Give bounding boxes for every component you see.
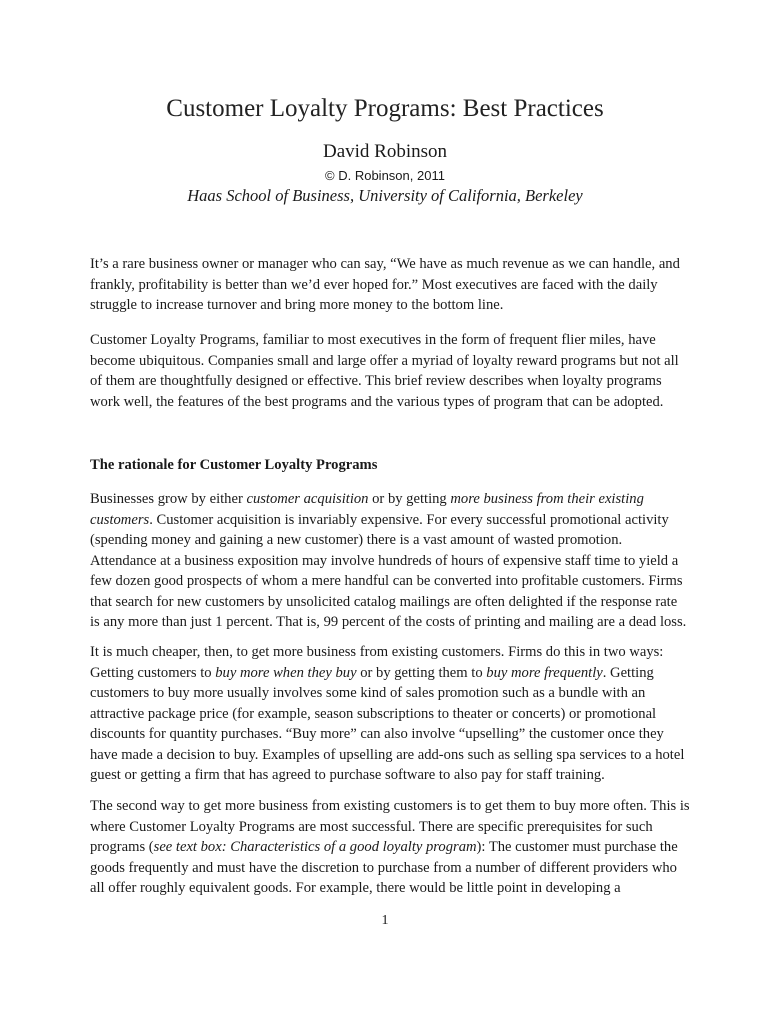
text-run: The second way to get more business from existing customers is to get them to buy more often. This is where Customer Loyalty Programs are most successful. There are specific prerequisites for such programs ( bbox=[90, 798, 690, 855]
text-run: ): The customer must purchase the goods frequently and must have the discretion to purchase from a number of different providers who all offer roughly equivalent goods. For example, there would be little point in developing a bbox=[90, 839, 678, 896]
text-run: or by getting bbox=[368, 491, 451, 507]
emphasis-text-box-reference: see text box: Characteristics of a good loyalty program bbox=[153, 839, 477, 855]
emphasis-buy-more-when-they-buy: buy more when they buy bbox=[215, 664, 357, 681]
section-heading: The rationale for Customer Loyalty Programs bbox=[90, 457, 378, 473]
text-run: . Customer acquisition is invariably expensive. For every successful promotional activity (spending money and gaining a new customer) there is a vast amount of wasted promotion. Attendance at a business exposition may involve hundreds of hours of expensive staff time to yield a few dozen good prospects of whom a mere handful can be converted into profitable customers. Firms that search for new customers by unsolicited catalog mailings are often delighted if the response rate is any more than just 1 percent. That is, 99 percent of the costs of printing and mailing are a dead loss. bbox=[90, 511, 687, 630]
text-run: . Getting customers to buy more usually involves some kind of sales promotion such as a bundle with an attractive package price (for example, season subscriptions to theater or concerts) or promotional discounts for quantity purchases. “Buy more” can also involve “upselling” the customer once they have made a decision to buy. Examples of upselling are add-ons such as selling spa services to a hotel guest or getting a firm that has agreed to purchase software to also pay for staff training. bbox=[90, 664, 685, 783]
copyright-line: © D. Robinson, 2011 bbox=[325, 168, 445, 183]
emphasis-more-business: more business from their existing customers bbox=[90, 491, 644, 528]
emphasis-buy-more-frequently: buy more frequently bbox=[486, 664, 603, 681]
section-paragraph-2 bbox=[90, 642, 690, 786]
text-run: Businesses grow by either bbox=[90, 491, 247, 507]
intro-paragraph-1: It’s a rare business owner or manager who can say, “We have as much revenue as we can handle, and frankly, profitability is better than we’d ever hoped for.” Most executives are faced with the daily struggle to increase turnover and bring more money to the bottom line. bbox=[90, 256, 680, 313]
section-paragraph-3 bbox=[90, 796, 690, 899]
document-title: Customer Loyalty Programs: Best Practices bbox=[166, 95, 604, 122]
author-affiliation: Haas School of Business, University of California, Berkeley bbox=[187, 186, 583, 205]
text-run: or by getting them to bbox=[356, 664, 487, 681]
text-run: It is much cheaper, then, to get more business from existing customers. Firms do this in two ways: Getting customers to bbox=[90, 644, 664, 681]
author-name: David Robinson bbox=[322, 141, 448, 162]
page-number: 1 bbox=[381, 913, 389, 928]
intro-paragraph-2: Customer Loyalty Programs, familiar to most executives in the form of frequent flier miles, have become ubiquitous. Companies small and large offer a myriad of loyalty reward programs but not all of them are thoughtfully designed or effective. This brief review describes when loyalty programs work well, the features of the best programs and the various types of program that can be adopted. bbox=[90, 332, 679, 410]
emphasis-customer-acquisition: customer acquisition bbox=[246, 491, 369, 507]
section-paragraph-1 bbox=[90, 489, 690, 633]
